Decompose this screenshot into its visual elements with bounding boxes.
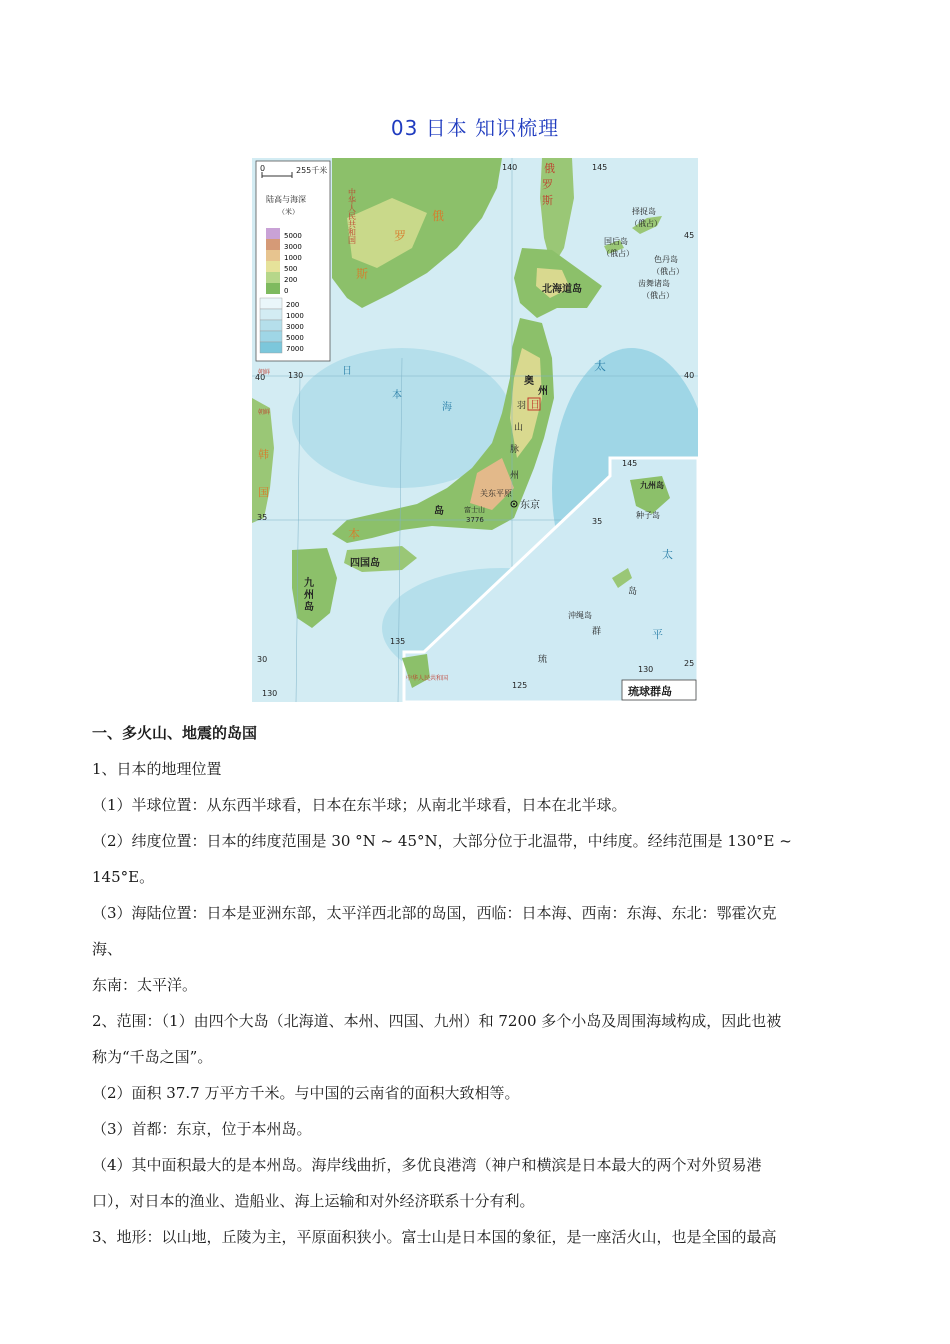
label-shikoku: 四国岛 <box>350 558 380 569</box>
lon-130-bottom: 130 <box>262 689 278 698</box>
label-honshu-pref: 州 <box>510 471 520 481</box>
lon-135: 135 <box>390 637 406 646</box>
inset-label-tanega: 种子岛 <box>636 511 660 520</box>
inset-label-ryukyu-3: 群 <box>592 627 602 637</box>
legend-sea-3: 5000 <box>286 334 304 342</box>
scale-label: 255千米 <box>296 166 328 175</box>
label-kyushu-2: 州 <box>304 590 314 601</box>
label-china-top: 中华人民共和国 <box>347 188 357 244</box>
legend-sea-2: 3000 <box>286 323 304 331</box>
label-sea-of-japan-1: 日 <box>342 366 352 377</box>
paragraph-line: 海、 <box>92 940 123 958</box>
legend-sea-4: 7000 <box>286 345 304 353</box>
paragraph-line: （3）首都：东京，位于本州岛。 <box>92 1120 312 1138</box>
label-sea-of-japan-2: 本 <box>392 390 402 401</box>
label-shikotan-note: （俄占） <box>652 267 684 276</box>
label-hokkaido: 北海道岛 <box>542 284 582 295</box>
label-nihon-honshu-1: 州 <box>538 386 548 397</box>
lat-45: 45 <box>684 231 695 240</box>
label-fuji: 富士山 <box>464 506 485 514</box>
label-kanto: 关东平原 <box>480 489 512 498</box>
label-pacific-1: 太 <box>594 359 607 373</box>
paragraph-line: （3）海陆位置：日本是亚洲东部，太平洋西北部的岛国，西临：日本海、西南：东海、东北：鄂霍次克 <box>92 904 777 922</box>
paragraph-line: 2、范围：（1）由四个大岛（北海道、本州、四国、九州）和 7200 多个小岛及周围海域构成，因此也被 <box>92 1012 782 1030</box>
inset-label-okinawa: 沖绳岛 <box>568 611 592 620</box>
lat-40-left: 40 <box>255 373 266 382</box>
label-russia-3: 斯 <box>356 267 369 281</box>
label-korea-1: 韩 <box>258 448 269 461</box>
inset-label-ryukyu-4: 岛 <box>628 587 638 597</box>
label-kyushu-3: 岛 <box>304 602 314 613</box>
legend-unit: （米） <box>278 208 299 216</box>
inset-lat-35: 35 <box>592 517 603 526</box>
label-honshu-ben: 本 <box>348 527 361 541</box>
lat-30: 30 <box>257 655 268 664</box>
lat-35: 35 <box>257 513 268 522</box>
section-heading-1: 一、多火山、地震的岛国 <box>92 724 258 742</box>
paragraph-line: （4）其中面积最大的是本州岛。海岸线曲折，多优良港湾（神户和横滨是日本最大的两个对外贸易港 <box>92 1156 762 1174</box>
legend-land-3: 500 <box>284 265 298 273</box>
inset-label-china: 中华人民共和国 <box>406 675 449 682</box>
paragraph-line: 东南：太平洋。 <box>92 976 198 994</box>
legend-land-4: 200 <box>284 276 298 284</box>
label-habomai-note: （俄占） <box>642 291 674 300</box>
legend-land-1: 3000 <box>284 243 302 251</box>
inset-lon-145: 145 <box>622 459 638 468</box>
page-title: 03 日本 知识梳理 <box>390 116 560 140</box>
inset-label-ryukyu-1: 琉 <box>538 655 548 665</box>
label-nkorea-1: 朝鲜 <box>258 369 271 376</box>
inset-label-pacific-1: 太 <box>662 548 673 561</box>
scale-zero: 0 <box>260 164 266 173</box>
paragraph-line: 口），对日本的渔业、造船业、海上运输和对外经济联系十分有利。 <box>92 1192 535 1210</box>
inset-title: 琉球群岛 <box>628 685 672 698</box>
inset-lon-125: 125 <box>512 681 528 690</box>
legend-land-2: 1000 <box>284 254 302 262</box>
label-russia-r1: 俄 <box>544 162 555 175</box>
label-kyushu-1: 九 <box>304 578 314 589</box>
label-habomai: 齿舞诸岛 <box>638 279 670 288</box>
label-ou-2: 羽 <box>517 401 527 411</box>
paragraph-line: 145°E。 <box>92 868 155 886</box>
label-nkorea-2: 朝鲜 <box>258 409 271 416</box>
label-russia-r2: 罗 <box>542 178 553 191</box>
paragraph-line: 1、日本的地理位置 <box>92 760 222 778</box>
label-russia-r3: 斯 <box>542 194 553 207</box>
legend-land-5: 0 <box>284 287 289 295</box>
paragraph-line: 称为“千岛之国”。 <box>92 1048 213 1066</box>
lon-145-top: 145 <box>592 163 608 172</box>
lon-130-top: 130 <box>288 371 304 380</box>
label-tokyo: 东京 <box>520 500 540 511</box>
inset-lat-25: 25 <box>684 659 695 668</box>
legend-land-0: 5000 <box>284 232 302 240</box>
inset-label-kyushu: 九州岛 <box>640 481 664 490</box>
label-shikotan: 色丹岛 <box>654 255 678 264</box>
legend-sea-1: 1000 <box>286 312 304 320</box>
label-russia-2: 罗 <box>394 229 407 243</box>
label-korea-2: 国 <box>258 486 269 499</box>
legend-sea-0: 200 <box>286 301 300 309</box>
paragraph-line: 3、地形：以山地，丘陵为主，平原面积狭小。富士山是日本国的象征，是一座活火山，也是全国的最高 <box>92 1228 777 1246</box>
label-sea-of-japan-3: 海 <box>442 402 452 413</box>
paragraph-line: （2）面积 37.7 万平方千米。与中国的云南省的面积大致相等。 <box>92 1084 520 1102</box>
label-fuji-height: 3776 <box>466 516 484 524</box>
label-ou-3: 山 <box>514 423 524 433</box>
label-etorofu-note: （俄占） <box>630 219 662 228</box>
label-kunashiri: 国后岛 <box>604 237 628 246</box>
label-russia-1: 俄 <box>432 209 445 223</box>
label-etorofu: 择捉岛 <box>632 207 656 216</box>
inset-lon-130: 130 <box>638 665 654 674</box>
inset-label-pacific-2: 平 <box>652 628 663 641</box>
paragraph-line: （1）半球位置：从东西半球看，日本在东半球；从南北半球看，日本在北半球。 <box>92 796 627 814</box>
paragraph-line: （2）纬度位置：日本的纬度范围是 30 °N ~ 45°N，大部分位于北温带，中纬度。经纬范围是 130°E ~ <box>92 832 792 850</box>
japan-map <box>252 158 698 702</box>
lat-40-right: 40 <box>684 371 695 380</box>
label-ou-4: 脉 <box>510 445 520 455</box>
label-kunashiri-note: （俄占） <box>602 249 634 258</box>
label-honshu-dao: 岛 <box>434 506 444 517</box>
legend-title: 陆高与海深 <box>266 195 306 204</box>
label-ou-1: 奥 <box>524 376 534 387</box>
label-nihon-box: 日 <box>530 400 540 411</box>
lon-140-top: 140 <box>502 163 518 172</box>
